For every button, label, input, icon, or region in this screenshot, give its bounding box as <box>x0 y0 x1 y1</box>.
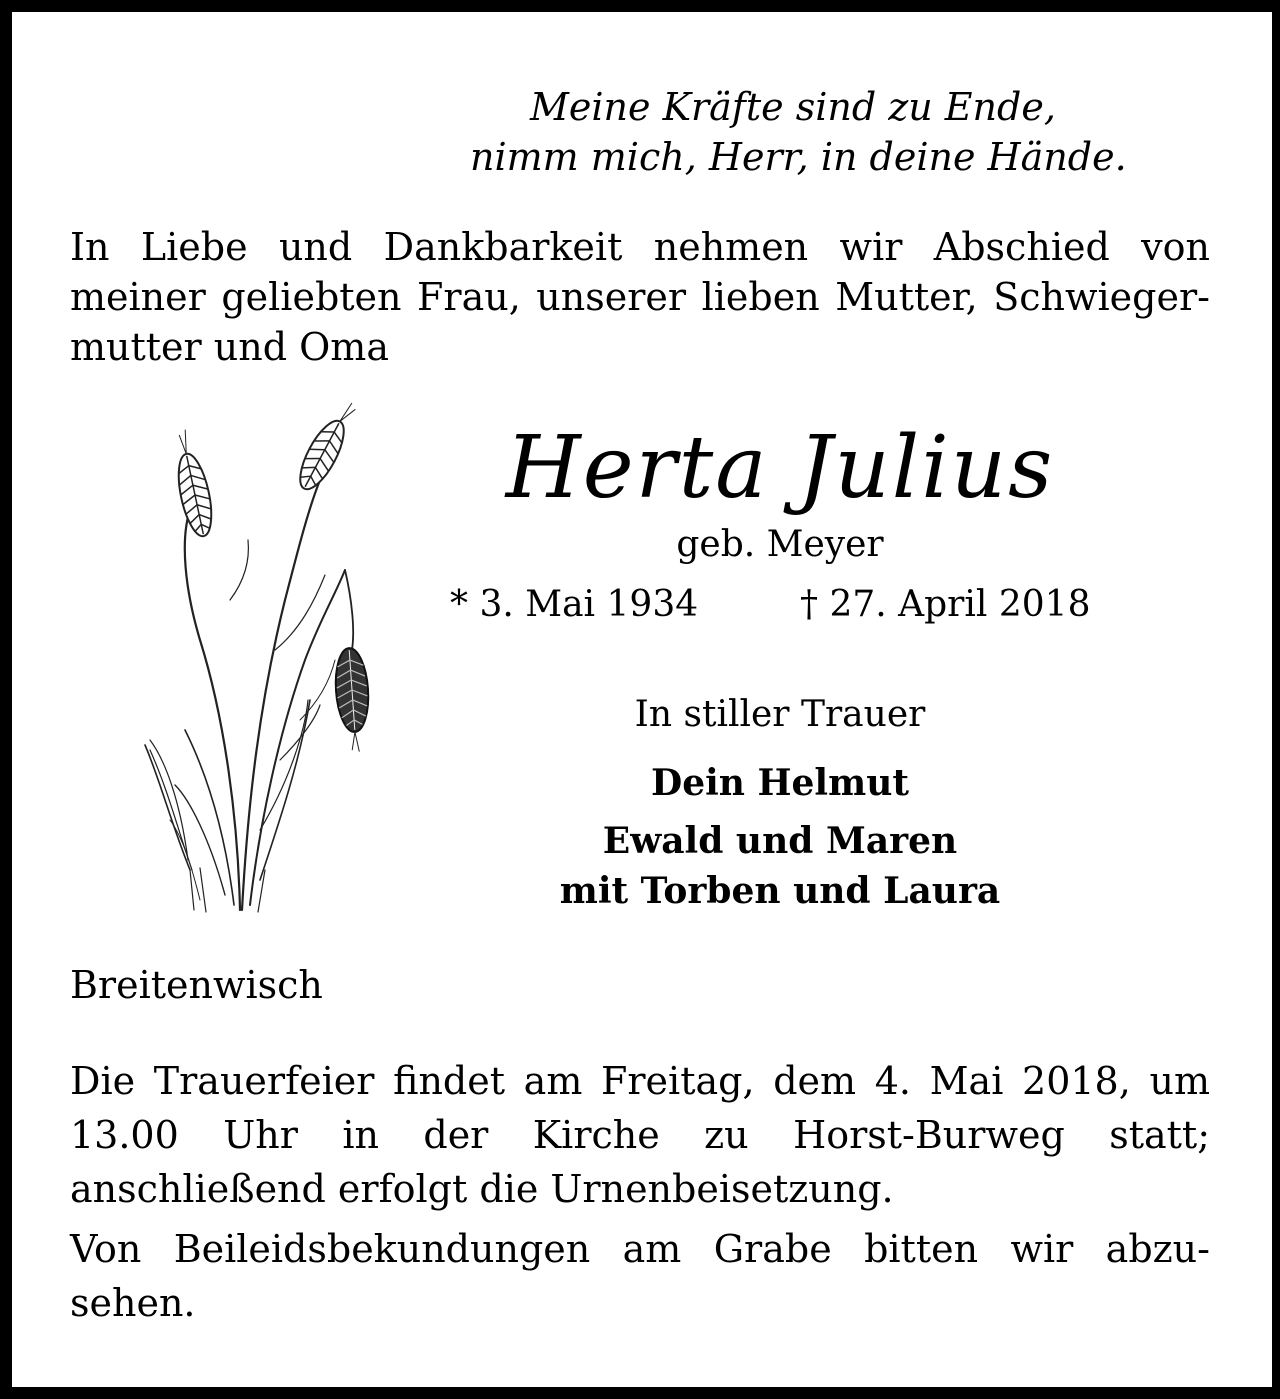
deceased-name: Herta Julius <box>505 418 1055 518</box>
bible-verse-line-1: Meine Kräfte sind zu Ende, <box>530 85 1056 129</box>
funeral-service-info <box>70 1054 1210 1216</box>
service-line-2: 13.00 Uhr in der Kirche zu Horst-Burweg statt; <box>70 1113 1210 1157</box>
mourner-line-2: Ewald und Maren <box>602 820 958 862</box>
maiden-name: geb. Meyer <box>676 524 884 565</box>
mourner-line-3: mit Torben und Laura <box>559 870 1001 912</box>
place-name: Breitenwisch <box>70 963 323 1007</box>
wheat-ears-icon <box>130 400 390 920</box>
service-line-1: Die Trauerfeier findet am Freitag, dem 4. Mai 2018, um <box>70 1059 1210 1103</box>
bible-verse-line-2: nimm mich, Herr, in deine Hände. <box>470 135 1127 179</box>
condolence-line-1: Von Beileidsbekundungen am Grabe bitten wir abzu- <box>70 1227 1210 1271</box>
bible-verse <box>470 82 1210 182</box>
death-date: † 27. April 2018 <box>800 584 1091 625</box>
intro-line-3: mutter und Oma <box>70 325 389 369</box>
mourning-heading: In stiller Trauer <box>634 694 926 735</box>
intro-line-2: meiner geliebten Frau, unserer lieben Mutter, Schwieger- <box>70 275 1210 319</box>
intro-text <box>70 222 1210 372</box>
condolence-line-2: sehen. <box>70 1281 196 1325</box>
service-line-3: anschließend erfolgt die Urnenbeisetzung. <box>70 1167 894 1211</box>
intro-line-1: In Liebe und Dankbarkeit nehmen wir Abschied von <box>70 225 1210 269</box>
birth-date: * 3. Mai 1934 <box>450 584 699 625</box>
mourners-list <box>440 758 1120 916</box>
condolence-note <box>70 1222 1210 1330</box>
mourner-line-1: Dein Helmut <box>651 762 909 804</box>
